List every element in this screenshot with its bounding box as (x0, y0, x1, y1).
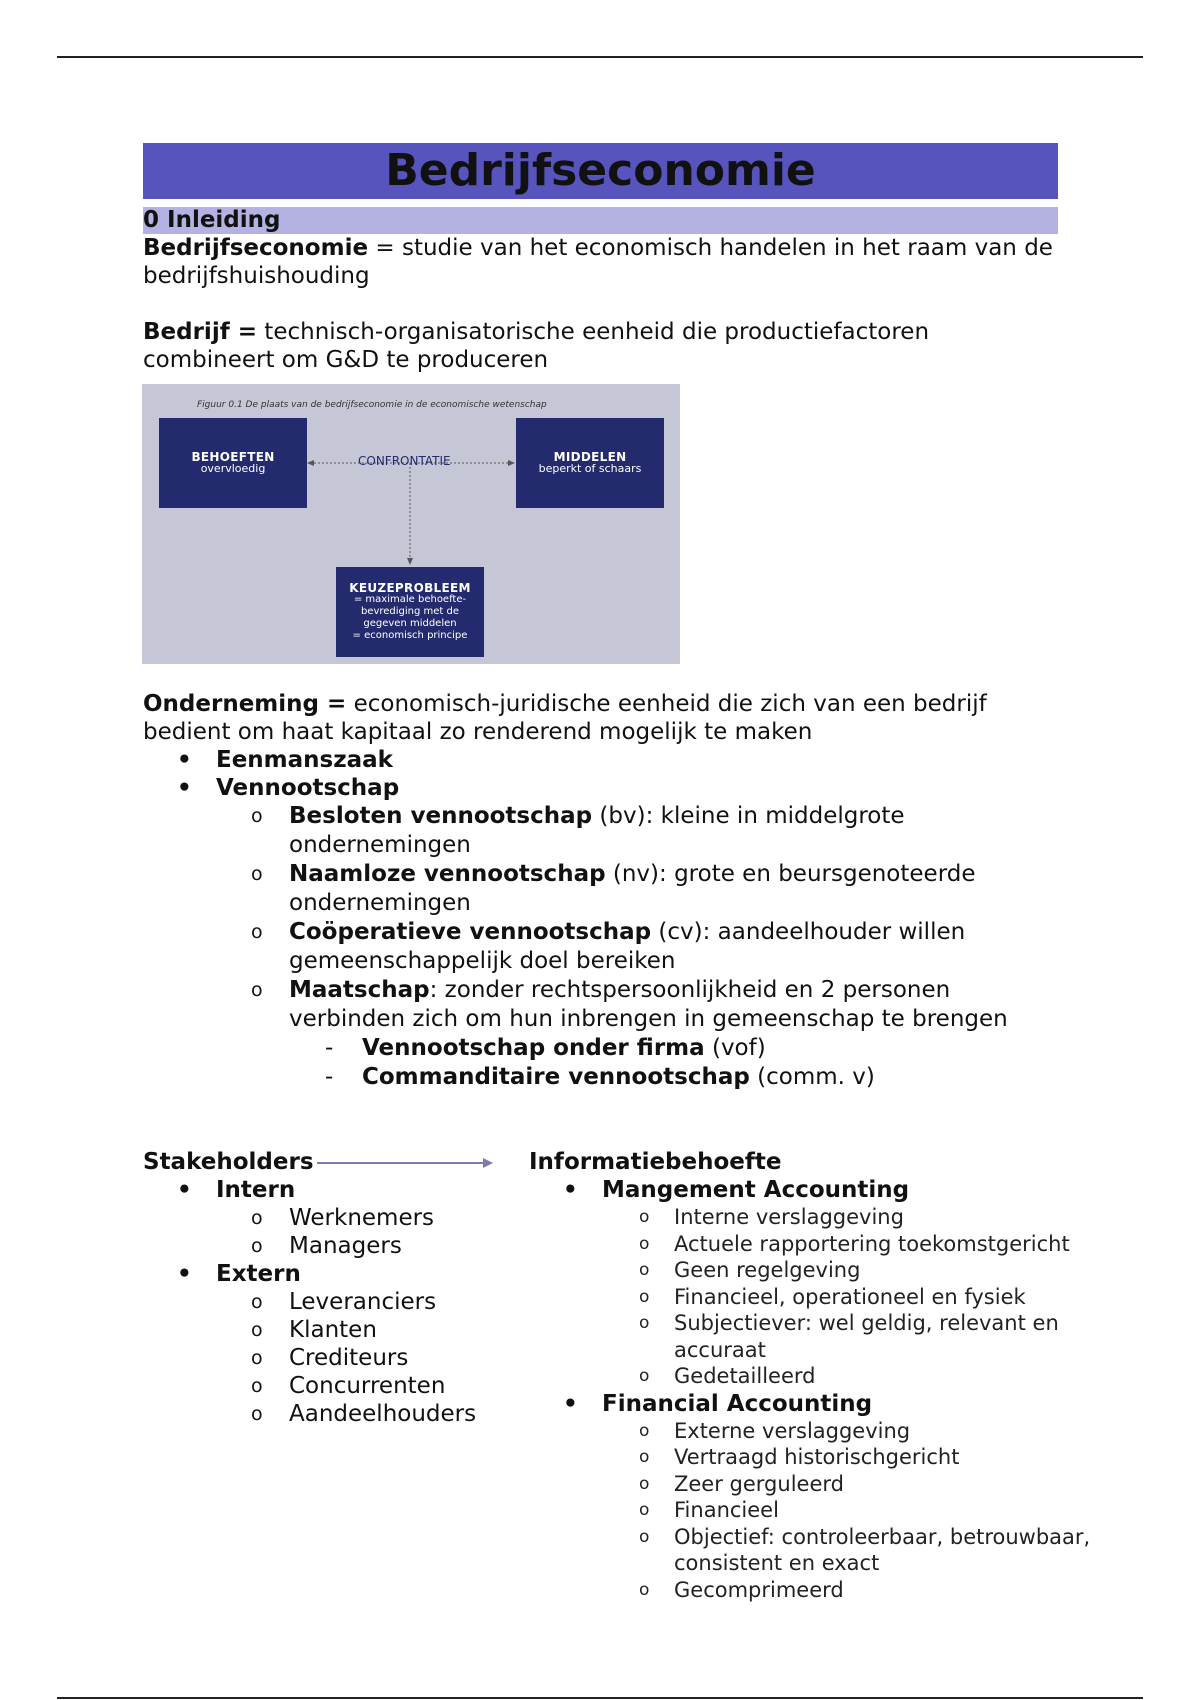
term: Commanditaire vennootschap (362, 1064, 750, 1090)
means-sub: beperkt of schaars (538, 462, 642, 475)
stakeholders-heading: Stakeholders (143, 1149, 314, 1175)
economics-figure (142, 384, 680, 664)
financial-list (602, 1418, 1149, 1604)
list-item (143, 976, 1058, 1092)
choice-title: KEUZEPROBLEEM (349, 581, 471, 595)
item-text: : zonder rechtspersoonlijkheid en 2 personen verbinden zich om hun inbrengen in gemeenschap te brengen (289, 977, 1008, 1032)
extern-list (216, 1288, 483, 1428)
list-item: o Objectief: controleerbaar, betrouwbaar, consistent en exact (529, 1524, 1149, 1577)
list-item: o Gedetailleerd (529, 1363, 1149, 1390)
term: Bedrijf = (143, 319, 257, 345)
list-item-vennootschap (143, 774, 1058, 1092)
page-title: Bedrijfseconomie (385, 145, 816, 196)
information-list (529, 1176, 1149, 1603)
extern-label: Extern (216, 1261, 301, 1287)
term: Maatschap (289, 977, 430, 1003)
list-item (143, 802, 1058, 860)
information-column (529, 1148, 1149, 1603)
list-item: o Klanten (143, 1316, 483, 1344)
definition-text: technisch-organisatorische eenheid die productiefactoren combineert om G&D te produceren (143, 319, 930, 373)
choice-line: = economisch principe (352, 630, 468, 641)
choice-box (336, 567, 484, 657)
list-item (289, 1034, 1058, 1063)
section-heading: 0 Inleiding (143, 207, 1058, 234)
stakeholders-column (143, 1148, 483, 1428)
confrontation-label: CONFRONTATIE (358, 454, 451, 468)
list-item: o Externe verslaggeving (529, 1418, 1149, 1445)
list-item-financial-accounting (529, 1390, 1149, 1604)
list-item: o Crediteurs (143, 1344, 483, 1372)
top-rule (57, 56, 1143, 58)
term: Bedrijfseconomie (143, 235, 369, 261)
vennootschap-types (216, 802, 1058, 1092)
equals: = (368, 235, 402, 261)
list-item: o Financieel, operationeel en fysiek (529, 1284, 1149, 1311)
list-item: o Concurrenten (143, 1372, 483, 1400)
business-forms-list (143, 746, 1058, 1092)
definition-bedrijfseconomie (143, 234, 1058, 290)
choice-line: = maximale behoefte- (353, 594, 467, 605)
list-item (289, 1063, 1058, 1092)
definition-text: studie van het economisch handelen in het raam van de bedrijfshuishouding (143, 235, 1053, 289)
maatschap-types (289, 1034, 1058, 1092)
intern-list (216, 1204, 483, 1260)
list-item: o Financieel (529, 1497, 1149, 1524)
term: Onderneming = (143, 691, 347, 717)
list-item-extern (143, 1260, 483, 1428)
document-body (143, 143, 1058, 1092)
item-text: (comm. v) (749, 1064, 875, 1090)
information-heading: Informatiebehoefte (529, 1149, 782, 1175)
term: Vennootschap onder firma (362, 1035, 705, 1061)
figure-caption: Figuur 0.1 De plaats van de bedrijfseconomie in de economische wetenschap (197, 400, 547, 410)
term: Coöperatieve vennootschap (289, 919, 652, 945)
choice-line: gegeven middelen (363, 618, 457, 629)
list-item (143, 860, 1058, 918)
list-item: o Aandeelhouders (143, 1400, 483, 1428)
list-item: o Gecomprimeerd (529, 1577, 1149, 1604)
list-item: o Zeer gerguleerd (529, 1471, 1149, 1498)
list-item: o Interne verslaggeving (529, 1204, 1149, 1231)
management-list (602, 1204, 1149, 1390)
term: Naamloze vennootschap (289, 861, 606, 887)
needs-title: BEHOEFTEN (191, 450, 275, 464)
list-item: o Subjectiever: wel geldig, relevant en accuraat (529, 1310, 1149, 1363)
title-bar (143, 143, 1058, 199)
list-item: o Vertraagd historischgericht (529, 1444, 1149, 1471)
list-item: o Leveranciers (143, 1288, 483, 1316)
bottom-rule (57, 1697, 1143, 1699)
financial-label: Financial Accounting (602, 1390, 873, 1417)
list-item: o Werknemers (143, 1204, 483, 1232)
list-item (143, 918, 1058, 976)
list-item-management-accounting (529, 1176, 1149, 1390)
term: Besloten vennootschap (289, 803, 593, 829)
list-item: o Geen regelgeving (529, 1257, 1149, 1284)
vennootschap-label: Vennootschap (216, 775, 400, 801)
definition-bedrijf (143, 318, 1058, 374)
item-text: (nv): grote en beursgenoteerde ondernemingen (289, 861, 976, 916)
definition-text: economisch-juridische eenheid die zich van een bedrijf bedient om haat kapitaal zo renderend mogelijk te maken (143, 691, 987, 745)
list-item-intern (143, 1176, 483, 1260)
needs-box (159, 418, 307, 508)
choice-line: bevrediging met de (360, 606, 460, 617)
item-text: (bv): kleine in middelgrote ondernemingen (289, 803, 905, 858)
intern-label: Intern (216, 1177, 296, 1203)
management-label: Mangement Accounting (602, 1177, 910, 1203)
list-item-eenmanszaak: • Eenmanszaak (143, 746, 1058, 774)
item-text: (cv): aandeelhouder willen gemeenschappelijk doel bereiken (289, 919, 966, 974)
definition-onderneming (143, 690, 1058, 746)
list-item: o Managers (143, 1232, 483, 1260)
list-item: o Actuele rapportering toekomstgericht (529, 1231, 1149, 1258)
means-title: MIDDELEN (553, 450, 627, 464)
item-text: (vof) (704, 1035, 766, 1061)
needs-sub: overvloedig (200, 462, 266, 475)
means-box (516, 418, 664, 508)
stakeholders-list (143, 1176, 483, 1428)
